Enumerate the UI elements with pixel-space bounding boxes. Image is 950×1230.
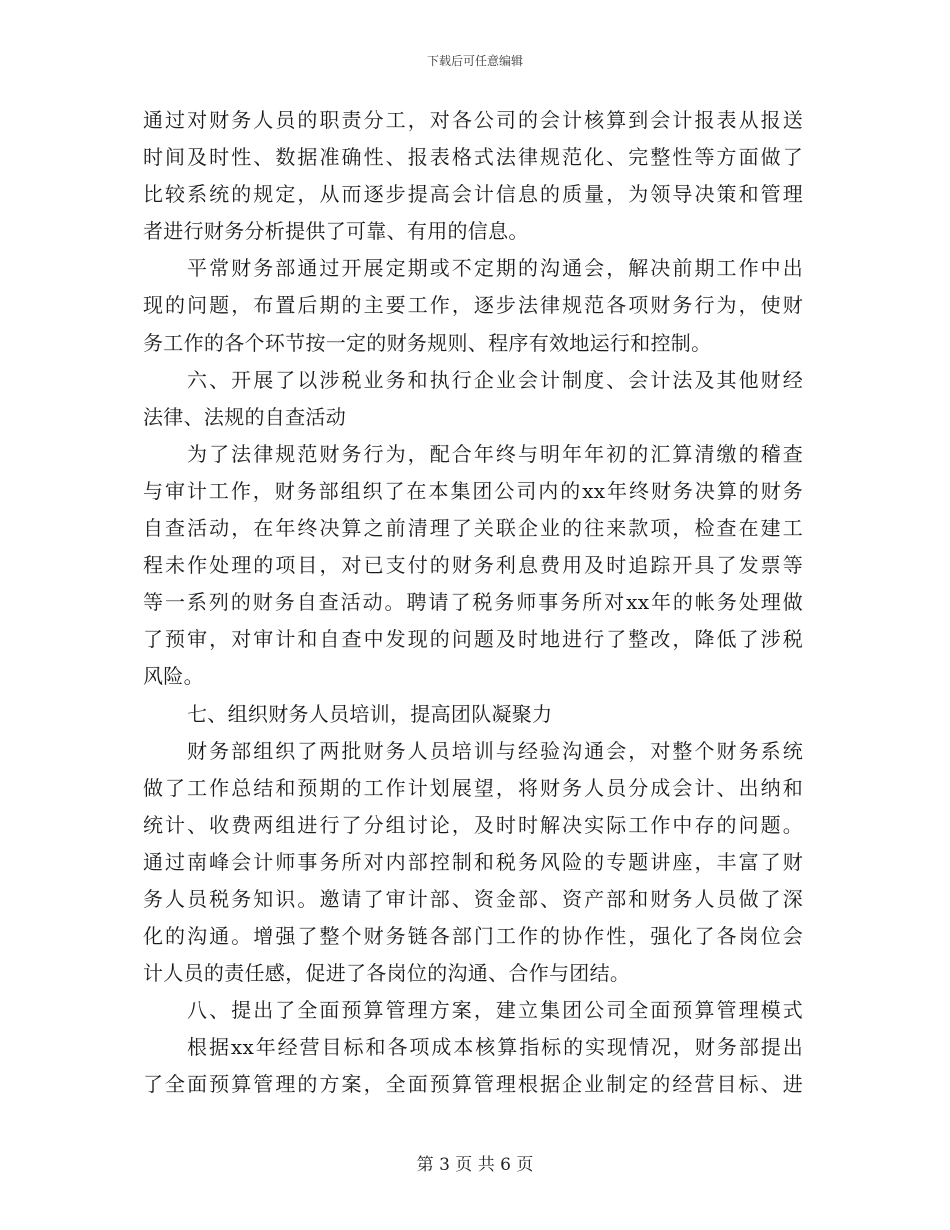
text-line: 现的问题，布置后期的主要工作，逐步法律规范各项财务行为，使财 [143,293,803,318]
text-line: 程未作处理的项目，对已支付的财务利息费用及时追踪开具了发票等 [143,553,803,578]
text-line: 了全面预算管理的方案，全面预算管理根据企业制定的经营目标、进 [143,1072,803,1097]
text-line: 与审计工作，财务部组织了在本集团公司内的xx年终财务决算的财务 [143,478,803,503]
section-heading: 八、提出了全面预算管理方案，建立集团公司全面预算管理模式 [187,998,803,1023]
text-line: 务工作的各个环节按一定的财务规则、程序有效地运行和控制。 [143,330,712,355]
text-line: 通过南峰会计师事务所对内部控制和税务风险的专题讲座，丰富了财 [143,849,803,874]
text-line: 比较系统的规定，从而逐步提高会计信息的质量，为领导决策和管理 [143,182,803,207]
text-line: 自查活动，在年终决算之前清理了关联企业的往来款项，检查在建工 [143,516,803,541]
page-number: 第 3 页 共 6 页 [416,1155,534,1175]
text-line: 根据xx年经营目标和各项成本核算指标的实现情况，财务部提出 [187,1035,803,1060]
section-heading: 六、开展了以涉税业务和执行企业会计制度、会计法及其他财经 [187,367,803,392]
section-heading: 法律、法规的自查活动 [143,404,346,429]
text-line: 者进行财务分析提供了可靠、有用的信息。 [143,219,529,244]
page-header: 下载后可任意编辑 [426,54,523,68]
section-heading: 七、组织财务人员培训，提高团队凝聚力 [187,701,553,726]
text-line: 等一系列的财务自查活动。聘请了税务师事务所对xx年的帐务处理做 [143,590,803,615]
text-line: 统计、收费两组进行了分组讨论，及时时解决实际工作中存的问题。 [143,812,803,837]
text-line: 为了法律规范财务行为，配合年终与明年年初的汇算清缴的稽查 [187,441,803,466]
text-line: 化的沟通。增强了整个财务链各部门工作的协作性，强化了各岗位会 [143,924,803,949]
document-body [143,102,803,1104]
text-line: 做了工作总结和预期的工作计划展望，将财务人员分成会计、出纳和 [143,775,803,800]
text-line: 风险。 [143,664,204,689]
text-line: 财务部组织了两批财务人员培训与经验沟通会，对整个财务系统 [187,738,803,763]
text-line: 通过对财务人员的职责分工，对各公司的会计核算到会计报表从报送 [143,108,803,132]
text-line: 务人员税务知识。邀请了审计部、资金部、资产部和财务人员做了深 [143,886,803,911]
text-line: 平常财务部通过开展定期或不定期的沟通会，解决前期工作中出 [187,256,803,281]
text-line: 时间及时性、数据准确性、报表格式法律规范化、完整性等方面做了 [143,145,803,170]
text-line: 了预审，对审计和自查中发现的问题及时地进行了整改，降低了涉税 [143,627,803,652]
text-line: 计人员的责任感，促进了各岗位的沟通、合作与团结。 [143,961,631,986]
